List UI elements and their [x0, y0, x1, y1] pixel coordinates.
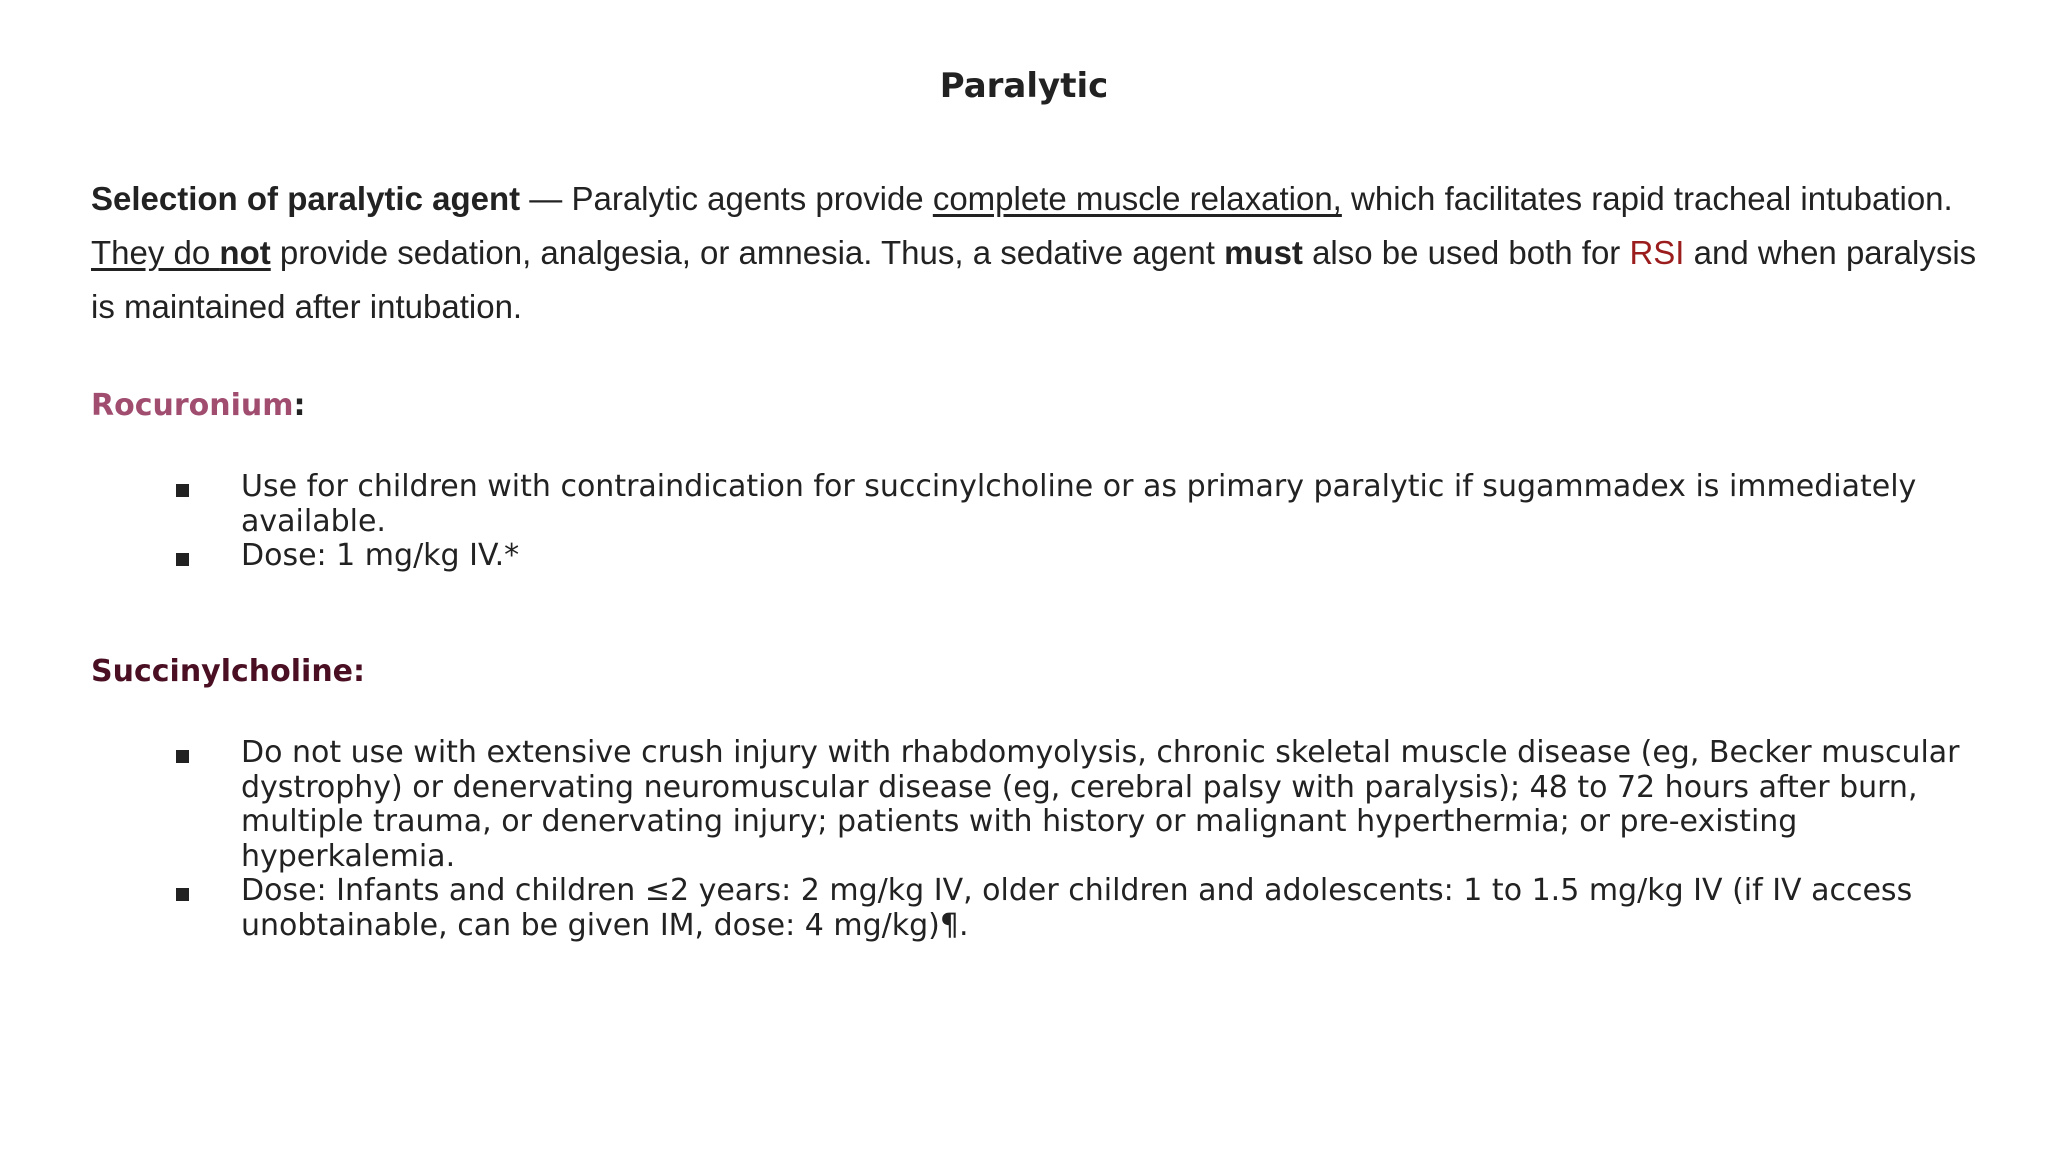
intro-bold-must: must [1224, 234, 1303, 271]
page-title: Paralytic [939, 66, 1109, 106]
rocuronium-colon: : [293, 388, 306, 423]
square-bullet-icon [176, 750, 189, 763]
intro-underline-relaxation: complete muscle relaxation, [932, 180, 1342, 217]
intro-underline-they-do: They do [91, 234, 220, 271]
intro-text-2: which facilitates rapid tracheal intubation. [1341, 180, 1953, 217]
list-item [172, 470, 2002, 539]
square-bullet-icon [176, 553, 189, 566]
intro-text-1: — Paralytic agents provide [520, 180, 933, 217]
square-bullet-icon [176, 888, 189, 901]
intro-text-4: also be used both for [1302, 234, 1630, 271]
rocuronium-heading [91, 388, 306, 423]
list-item [172, 539, 2002, 574]
list-item [172, 736, 2002, 874]
rocuronium-link[interactable]: Rocuronium [91, 388, 294, 423]
intro-paragraph [91, 172, 1991, 334]
succinylcholine-list [172, 736, 2002, 943]
intro-lead: Selection of paralytic agent [91, 180, 521, 217]
succinylcholine-heading[interactable]: Succinylcholine: [91, 654, 366, 689]
list-item-text: Dose: 1 mg/kg IV.* [241, 538, 520, 573]
intro-underline-not [91, 234, 271, 271]
list-item-text: Do not use with extensive crush injury with rhabdomyolysis, chronic skeletal muscle disease (eg, Becker muscular dystrophy) or denervating neuromuscular disease (eg, cerebral palsy with paralysis); 48 to 72 hours after burn, multiple trauma, or denervating injury; patients with history or malignant hyperthermia; or pre-existing hyperkalemia. [241, 735, 1960, 874]
list-item-text: Dose: Infants and children ≤2 years: 2 mg/kg IV, older children and adolescents: 1 to 1.5 mg/kg IV (if IV access unobtainable, can be given IM, dose: 4 mg/kg)¶. [241, 873, 1913, 943]
square-bullet-icon [176, 484, 189, 497]
intro-bold-not: not [219, 234, 271, 271]
intro-text-3: provide sedation, analgesia, or amnesia. Thus, a sedative agent [270, 234, 1225, 271]
rocuronium-list [172, 470, 2002, 574]
rsi-link[interactable]: RSI [1629, 234, 1685, 271]
list-item-text: Use for children with contraindication for succinylcholine or as primary paralytic if sugammadex is immediately available. [241, 469, 1917, 539]
intro-text-5: and when paralysis is maintained after intubation. [91, 234, 1977, 325]
list-item [172, 874, 2002, 943]
